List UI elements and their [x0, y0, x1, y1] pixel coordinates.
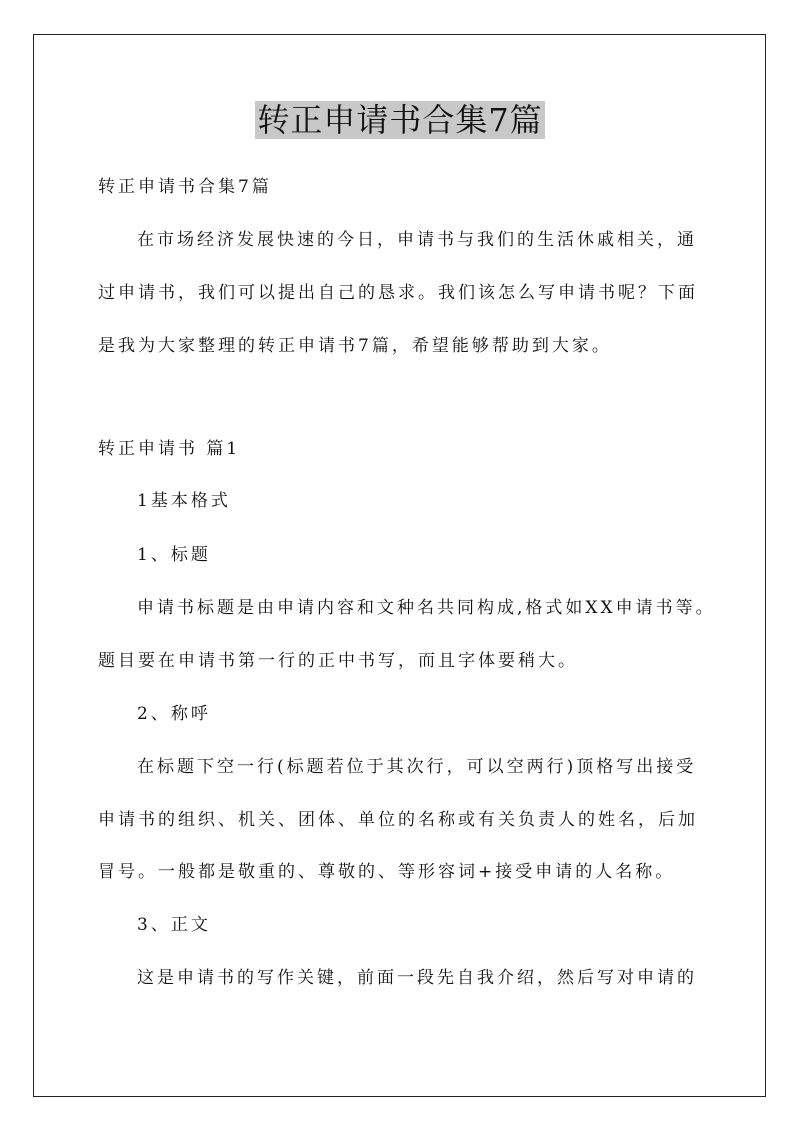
paragraph-line: 在标题下空一行(标题若位于其次行，可以空两行)顶格写出接受	[137, 757, 697, 777]
item-title-heading: 1、标题	[137, 545, 211, 565]
item-salutation-heading: 2、称呼	[137, 704, 211, 724]
paragraph-line: 冒号。一般都是敬重的、尊敬的、等形容词+接受申请的人名称。	[98, 862, 676, 882]
item-basic-format: 1基本格式	[137, 491, 231, 511]
paragraph-line: 申请书标题是由申请内容和文种名共同构成,格式如XX申请书等。	[137, 598, 716, 618]
paragraph-line: 申请书的组织、机关、团体、单位的名称或有关负责人的姓名，后加	[98, 810, 698, 830]
document-title-text: 转正申请书合集7篇	[257, 101, 543, 139]
section-heading: 转正申请书 篇1	[98, 439, 241, 459]
intro-line-3: 是我为大家整理的转正申请书7篇，希望能够帮助到大家。	[98, 336, 612, 356]
paragraph-line: 这是申请书的写作关键，前面一段先自我介绍，然后写对申请的	[137, 968, 697, 988]
intro-line-1: 在市场经济发展快速的今日，申请书与我们的生活休戚相关，通	[137, 230, 697, 250]
paragraph-line: 题目要在申请书第一行的正中书写，而且字体要稍大。	[98, 651, 578, 671]
item-body-heading: 3、正文	[137, 915, 211, 935]
document-title	[0, 98, 800, 142]
subtitle-line: 转正申请书合集7篇	[98, 177, 272, 197]
intro-line-2: 过申请书，我们可以提出自己的恳求。我们该怎么写申请书呢？下面	[98, 283, 698, 303]
